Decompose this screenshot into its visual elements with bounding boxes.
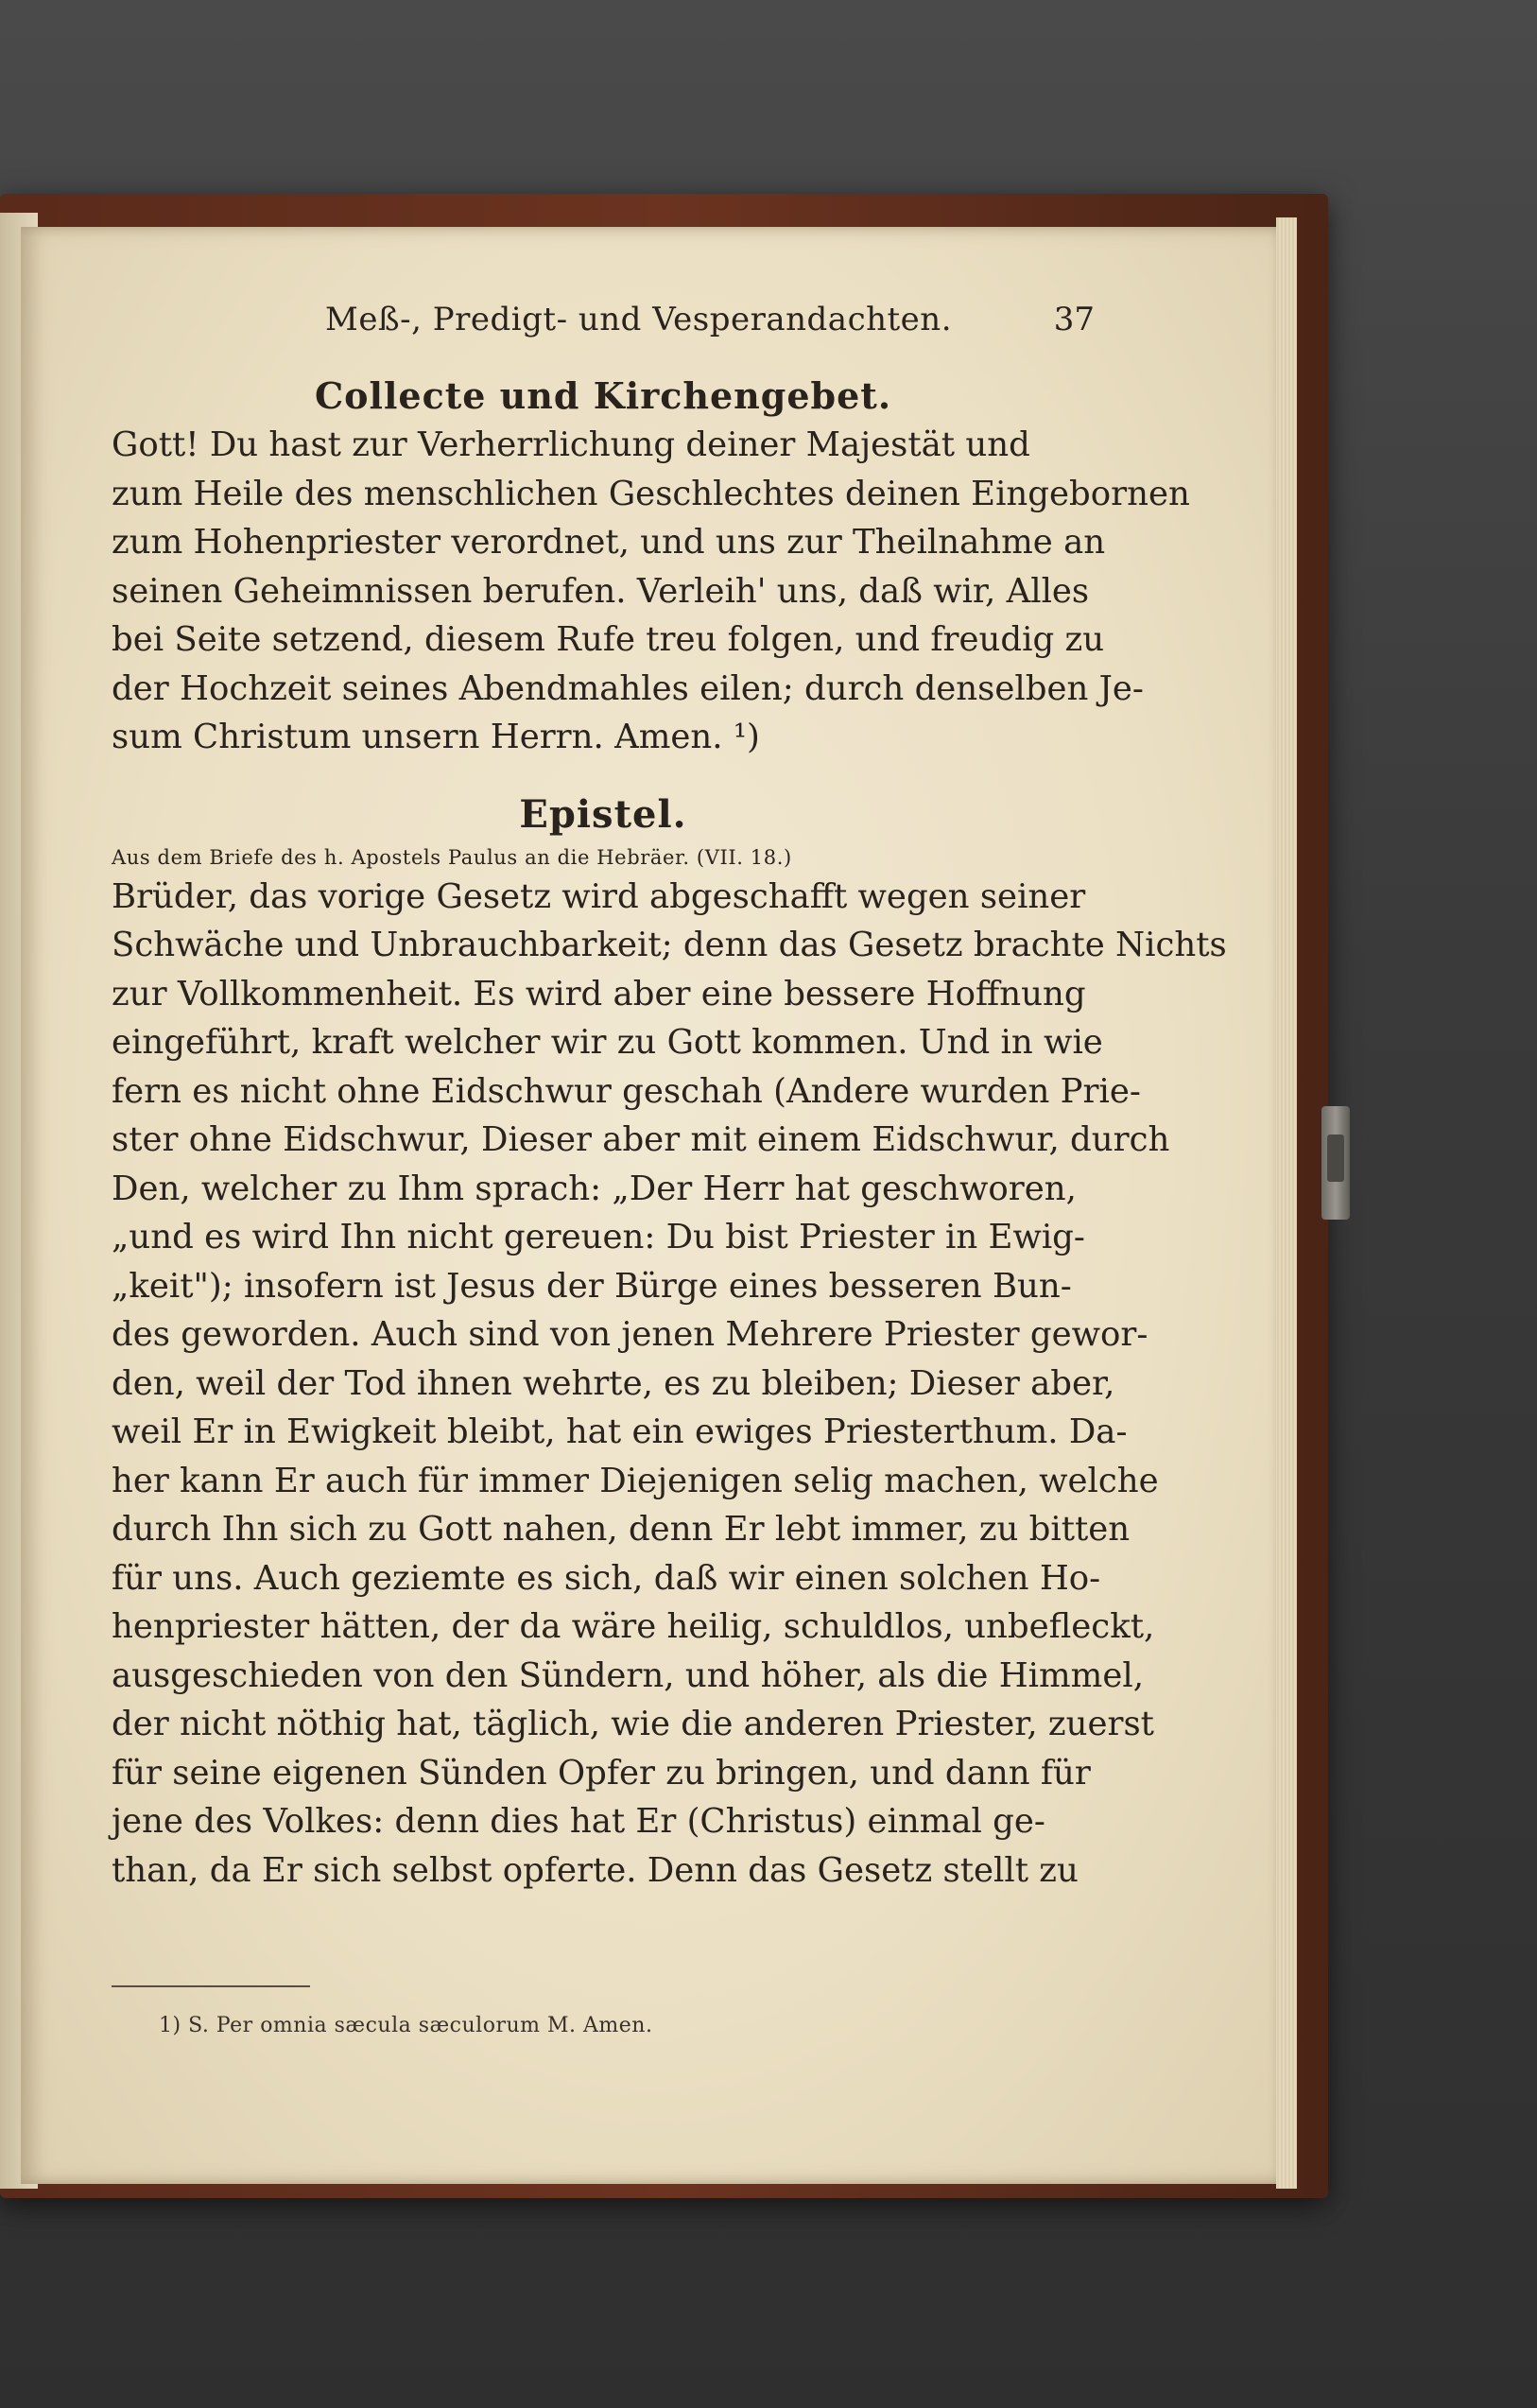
footnote: 1) S. Per omnia sæcula sæculorum M. Amen. bbox=[159, 2014, 653, 2037]
text-line: der nicht nöthig hat, täglich, wie die anderen Priester, zuerst bbox=[112, 1705, 1154, 1743]
epistle-source: Aus dem Briefe des h. Apostels Paulus an die Hebräer. (VII. 18.) bbox=[112, 845, 792, 869]
footnote-rule bbox=[112, 1985, 310, 1987]
book-clasp-detail bbox=[1327, 1135, 1344, 1182]
text-line: Den, welcher zu Ihm sprach: „Der Herr hat geschworen, bbox=[112, 1169, 1077, 1208]
text-line: zum Heile des menschlichen Geschlechtes deinen Eingebornen bbox=[112, 474, 1190, 513]
text-line: bei Seite setzend, diesem Rufe treu folgen, und freudig zu bbox=[112, 620, 1105, 659]
text-line: jene des Volkes: denn dies hat Er (Christus) einmal ge- bbox=[112, 1802, 1045, 1841]
text-line: durch Ihn sich zu Gott nahen, denn Er lebt immer, zu bitten bbox=[112, 1510, 1131, 1549]
text-line: „und es wird Ihn nicht gereuen: Du bist Priester in Ewig- bbox=[112, 1218, 1085, 1256]
text-line: ster ohne Eidschwur, Dieser aber mit einem Eidschwur, durch bbox=[112, 1120, 1170, 1159]
text-line: Brüder, das vorige Gesetz wird abgeschafft wegen seiner bbox=[112, 876, 1086, 916]
text-line: sum Christum unsern Herrn. Amen. ¹) bbox=[112, 718, 760, 756]
text-line: Schwäche und Unbrauchbarkeit; denn das Gesetz brachte Nichts bbox=[112, 926, 1227, 964]
epistle-heading: Epistel. bbox=[519, 791, 687, 837]
text-line: fern es nicht ohne Eidschwur geschah (Andere wurden Prie- bbox=[112, 1071, 1141, 1111]
running-title: Meß-, Predigt- und Vesperandachten. bbox=[325, 301, 953, 338]
collect-heading: Collecte und Kirchengebet. bbox=[314, 374, 892, 417]
text-line: der Hochzeit seines Abendmahles eilen; durch denselben Je- bbox=[112, 668, 1144, 708]
page-text bbox=[112, 301, 1227, 1895]
text-line: henpriester hätten, der da wäre heilig, schuldlos, unbefleckt, bbox=[112, 1607, 1155, 1646]
text-line: seinen Geheimnissen berufen. Verleih' uns, daß wir, Alles bbox=[112, 571, 1090, 611]
running-head bbox=[112, 301, 1095, 348]
text-line: für seine eigenen Sünden Opfer zu bringen, und dann für bbox=[112, 1753, 1091, 1793]
collect-paragraph bbox=[112, 421, 1190, 762]
text-line: her kann Er auch für immer Diejenigen selig machen, welche bbox=[112, 1461, 1159, 1500]
page-stack-edge bbox=[1276, 217, 1297, 2189]
text-line: des geworden. Auch sind von jenen Mehrere Priester gewor- bbox=[112, 1315, 1148, 1354]
epistle-paragraph bbox=[112, 873, 1227, 1896]
text-line: eingeführt, kraft welcher wir zu Gott kommen. Und in wie bbox=[112, 1023, 1103, 1062]
text-line: den, weil der Tod ihnen wehrte, es zu bleiben; Dieser aber, bbox=[112, 1363, 1115, 1403]
text-line: „keit"); insofern ist Jesus der Bürge eines besseren Bun- bbox=[112, 1266, 1072, 1306]
text-line: für uns. Auch geziemte es sich, daß wir einen solchen Ho- bbox=[112, 1558, 1101, 1598]
text-line: Gott! Du hast zur Verherrlichung deiner Majestät und bbox=[112, 425, 1030, 464]
text-line: ausgeschieden von den Sündern, und höher, als die Himmel, bbox=[112, 1655, 1144, 1695]
text-line: than, da Er sich selbst opferte. Denn das Gesetz stellt zu bbox=[112, 1850, 1079, 1890]
text-line: zum Hohenpriester verordnet, und uns zur Theilnahme an bbox=[112, 523, 1106, 562]
text-line: weil Er in Ewigkeit bleibt, hat ein ewiges Priesterthum. Da- bbox=[112, 1412, 1128, 1451]
page-number: 37 bbox=[1053, 301, 1095, 338]
text-line: zur Vollkommenheit. Es wird aber eine bessere Hoffnung bbox=[112, 974, 1086, 1013]
